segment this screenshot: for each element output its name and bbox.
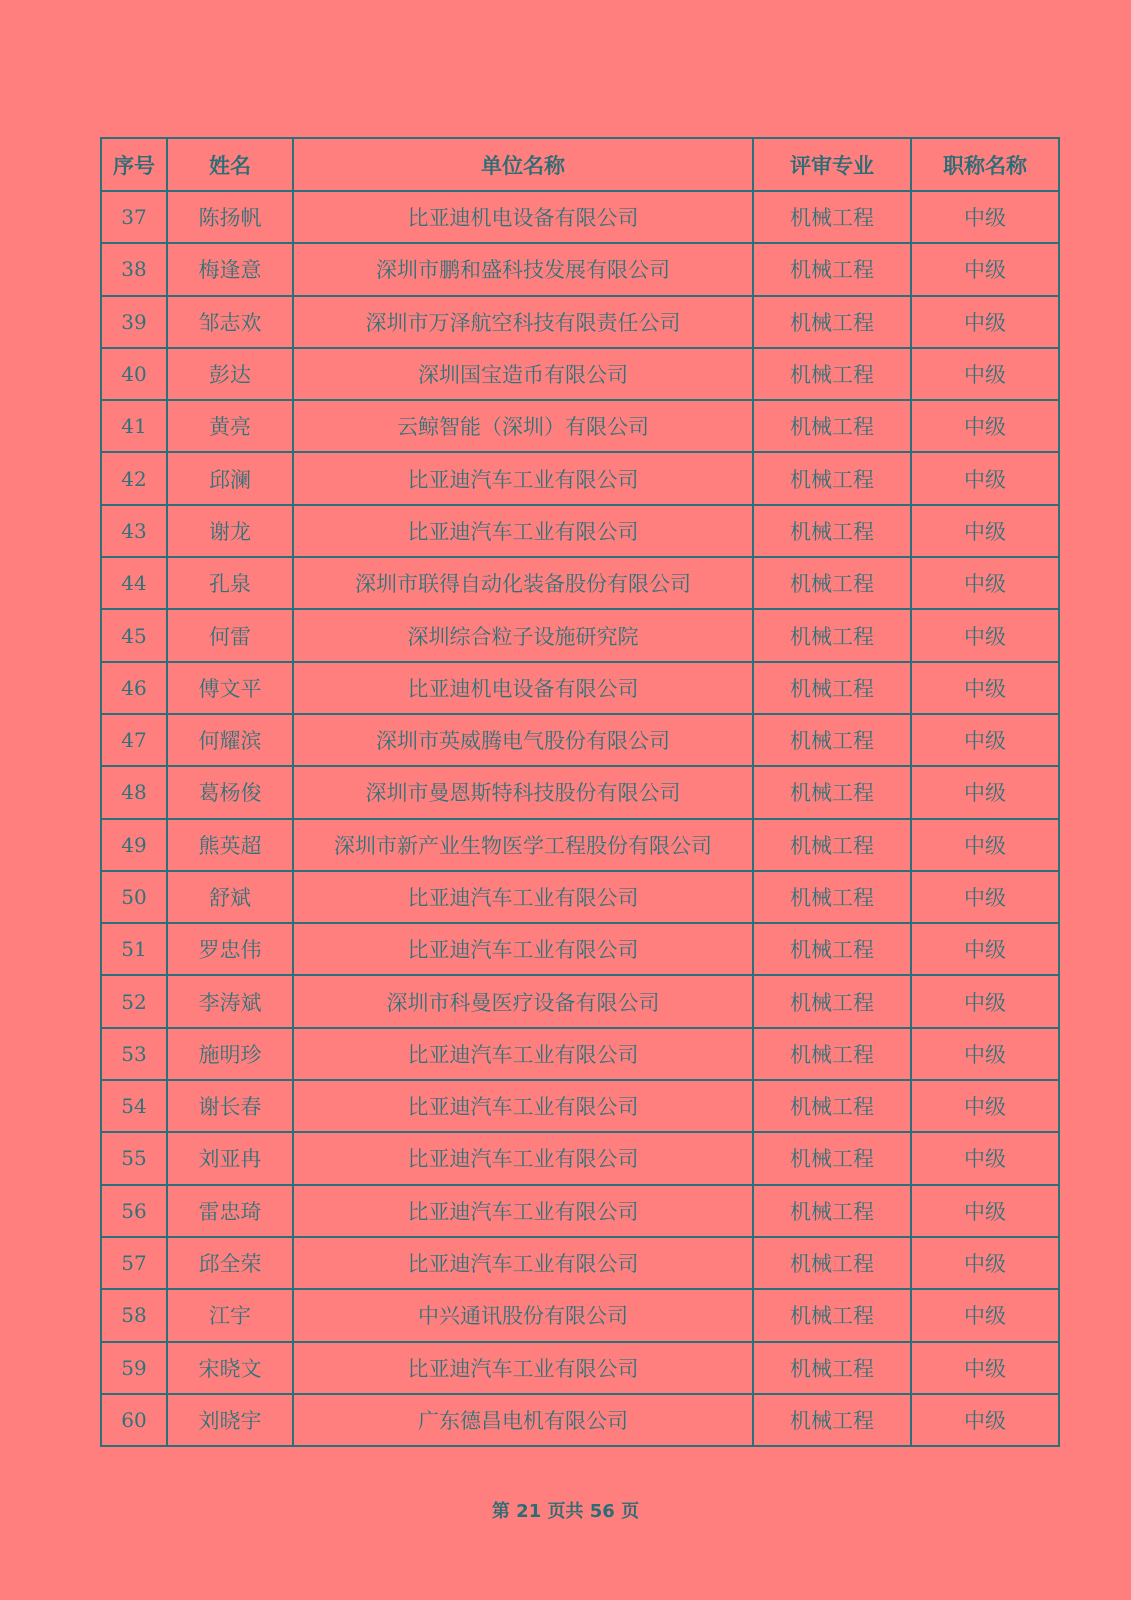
cell-review-specialty: 机械工程 — [753, 766, 911, 818]
cell-name: 施明珍 — [167, 1028, 293, 1080]
cell-title-name: 中级 — [911, 1132, 1059, 1184]
cell-review-specialty: 机械工程 — [753, 557, 911, 609]
cell-employer: 深圳市联得自动化装备股份有限公司 — [293, 557, 753, 609]
header-title-name: 职称名称 — [911, 138, 1059, 191]
table-row — [101, 1080, 1059, 1132]
cell-name: 罗忠伟 — [167, 923, 293, 975]
cell-name: 彭达 — [167, 348, 293, 400]
cell-serial-number: 38 — [101, 243, 167, 295]
cell-name: 邱全荣 — [167, 1237, 293, 1289]
cell-employer: 比亚迪汽车工业有限公司 — [293, 1342, 753, 1394]
table-row — [101, 662, 1059, 714]
cell-review-specialty: 机械工程 — [753, 348, 911, 400]
cell-review-specialty: 机械工程 — [753, 1132, 911, 1184]
cell-title-name: 中级 — [911, 243, 1059, 295]
cell-serial-number: 44 — [101, 557, 167, 609]
cell-name: 宋晓文 — [167, 1342, 293, 1394]
cell-serial-number: 52 — [101, 975, 167, 1027]
cell-serial-number: 48 — [101, 766, 167, 818]
cell-title-name: 中级 — [911, 191, 1059, 243]
cell-title-name: 中级 — [911, 819, 1059, 871]
header-name: 姓名 — [167, 138, 293, 191]
cell-name: 谢长春 — [167, 1080, 293, 1132]
cell-review-specialty: 机械工程 — [753, 1028, 911, 1080]
cell-review-specialty: 机械工程 — [753, 505, 911, 557]
table-header-row — [101, 138, 1059, 191]
cell-title-name: 中级 — [911, 1237, 1059, 1289]
cell-title-name: 中级 — [911, 452, 1059, 504]
cell-serial-number: 54 — [101, 1080, 167, 1132]
cell-employer: 中兴通讯股份有限公司 — [293, 1289, 753, 1341]
cell-employer: 云鲸智能（深圳）有限公司 — [293, 400, 753, 452]
cell-title-name: 中级 — [911, 557, 1059, 609]
table-row — [101, 609, 1059, 661]
cell-serial-number: 59 — [101, 1342, 167, 1394]
cell-serial-number: 56 — [101, 1185, 167, 1237]
cell-employer: 比亚迪汽车工业有限公司 — [293, 1080, 753, 1132]
cell-employer: 比亚迪汽车工业有限公司 — [293, 1185, 753, 1237]
cell-serial-number: 57 — [101, 1237, 167, 1289]
cell-name: 傅文平 — [167, 662, 293, 714]
table-row — [101, 1289, 1059, 1341]
table-row — [101, 191, 1059, 243]
cell-review-specialty: 机械工程 — [753, 819, 911, 871]
cell-title-name: 中级 — [911, 714, 1059, 766]
cell-serial-number: 42 — [101, 452, 167, 504]
cell-title-name: 中级 — [911, 871, 1059, 923]
table-row — [101, 452, 1059, 504]
cell-review-specialty: 机械工程 — [753, 1185, 911, 1237]
cell-employer: 比亚迪汽车工业有限公司 — [293, 1132, 753, 1184]
cell-serial-number: 47 — [101, 714, 167, 766]
table-row — [101, 1342, 1059, 1394]
cell-employer: 比亚迪汽车工业有限公司 — [293, 452, 753, 504]
cell-title-name: 中级 — [911, 1185, 1059, 1237]
cell-serial-number: 51 — [101, 923, 167, 975]
table-row — [101, 505, 1059, 557]
cell-name: 熊英超 — [167, 819, 293, 871]
cell-title-name: 中级 — [911, 766, 1059, 818]
cell-review-specialty: 机械工程 — [753, 1237, 911, 1289]
cell-name: 葛杨俊 — [167, 766, 293, 818]
cell-name: 刘晓宇 — [167, 1394, 293, 1446]
cell-title-name: 中级 — [911, 1289, 1059, 1341]
cell-employer: 深圳市鹏和盛科技发展有限公司 — [293, 243, 753, 295]
cell-review-specialty: 机械工程 — [753, 662, 911, 714]
cell-employer: 广东德昌电机有限公司 — [293, 1394, 753, 1446]
cell-title-name: 中级 — [911, 1080, 1059, 1132]
cell-employer: 比亚迪汽车工业有限公司 — [293, 1237, 753, 1289]
table-row — [101, 400, 1059, 452]
cell-employer: 比亚迪汽车工业有限公司 — [293, 1028, 753, 1080]
cell-employer: 深圳综合粒子设施研究院 — [293, 609, 753, 661]
cell-title-name: 中级 — [911, 400, 1059, 452]
table-row — [101, 296, 1059, 348]
cell-name: 雷忠琦 — [167, 1185, 293, 1237]
table-row — [101, 1237, 1059, 1289]
cell-review-specialty: 机械工程 — [753, 609, 911, 661]
table-row — [101, 923, 1059, 975]
cell-title-name: 中级 — [911, 505, 1059, 557]
cell-serial-number: 45 — [101, 609, 167, 661]
cell-employer: 比亚迪汽车工业有限公司 — [293, 505, 753, 557]
cell-name: 何耀滨 — [167, 714, 293, 766]
cell-employer: 深圳国宝造币有限公司 — [293, 348, 753, 400]
cell-name: 孔泉 — [167, 557, 293, 609]
cell-title-name: 中级 — [911, 975, 1059, 1027]
cell-review-specialty: 机械工程 — [753, 243, 911, 295]
cell-name: 李涛斌 — [167, 975, 293, 1027]
roster-table — [100, 137, 1060, 1447]
cell-serial-number: 58 — [101, 1289, 167, 1341]
cell-review-specialty: 机械工程 — [753, 1080, 911, 1132]
cell-name: 梅逢意 — [167, 243, 293, 295]
cell-title-name: 中级 — [911, 1394, 1059, 1446]
table-row — [101, 871, 1059, 923]
cell-name: 邱澜 — [167, 452, 293, 504]
cell-name: 舒斌 — [167, 871, 293, 923]
cell-name: 邹志欢 — [167, 296, 293, 348]
cell-employer: 深圳市新产业生物医学工程股份有限公司 — [293, 819, 753, 871]
table-row — [101, 766, 1059, 818]
table-row — [101, 1394, 1059, 1446]
cell-name: 陈扬帆 — [167, 191, 293, 243]
cell-employer: 比亚迪汽车工业有限公司 — [293, 923, 753, 975]
cell-review-specialty: 机械工程 — [753, 1342, 911, 1394]
cell-review-specialty: 机械工程 — [753, 714, 911, 766]
cell-serial-number: 53 — [101, 1028, 167, 1080]
cell-serial-number: 49 — [101, 819, 167, 871]
header-review-specialty: 评审专业 — [753, 138, 911, 191]
cell-serial-number: 40 — [101, 348, 167, 400]
cell-employer: 深圳市万泽航空科技有限责任公司 — [293, 296, 753, 348]
cell-review-specialty: 机械工程 — [753, 923, 911, 975]
header-employer: 单位名称 — [293, 138, 753, 191]
cell-serial-number: 50 — [101, 871, 167, 923]
cell-employer: 比亚迪汽车工业有限公司 — [293, 871, 753, 923]
cell-name: 何雷 — [167, 609, 293, 661]
header-serial-number: 序号 — [101, 138, 167, 191]
cell-serial-number: 43 — [101, 505, 167, 557]
table-row — [101, 1132, 1059, 1184]
cell-name: 江宇 — [167, 1289, 293, 1341]
cell-title-name: 中级 — [911, 1028, 1059, 1080]
cell-employer: 深圳市科曼医疗设备有限公司 — [293, 975, 753, 1027]
table-body — [101, 191, 1059, 1446]
cell-review-specialty: 机械工程 — [753, 191, 911, 243]
cell-title-name: 中级 — [911, 923, 1059, 975]
cell-review-specialty: 机械工程 — [753, 975, 911, 1027]
cell-employer: 深圳市英威腾电气股份有限公司 — [293, 714, 753, 766]
cell-title-name: 中级 — [911, 348, 1059, 400]
cell-serial-number: 46 — [101, 662, 167, 714]
table-row — [101, 714, 1059, 766]
cell-review-specialty: 机械工程 — [753, 452, 911, 504]
cell-title-name: 中级 — [911, 1342, 1059, 1394]
table-row — [101, 557, 1059, 609]
cell-review-specialty: 机械工程 — [753, 1394, 911, 1446]
cell-review-specialty: 机械工程 — [753, 1289, 911, 1341]
table-row — [101, 819, 1059, 871]
cell-serial-number: 55 — [101, 1132, 167, 1184]
cell-review-specialty: 机械工程 — [753, 871, 911, 923]
cell-serial-number: 41 — [101, 400, 167, 452]
cell-serial-number: 39 — [101, 296, 167, 348]
cell-name: 黄亮 — [167, 400, 293, 452]
cell-title-name: 中级 — [911, 662, 1059, 714]
cell-review-specialty: 机械工程 — [753, 296, 911, 348]
cell-name: 刘亚冉 — [167, 1132, 293, 1184]
cell-name: 谢龙 — [167, 505, 293, 557]
table-row — [101, 348, 1059, 400]
table-row — [101, 1028, 1059, 1080]
cell-employer: 深圳市曼恩斯特科技股份有限公司 — [293, 766, 753, 818]
cell-title-name: 中级 — [911, 296, 1059, 348]
cell-title-name: 中级 — [911, 609, 1059, 661]
cell-review-specialty: 机械工程 — [753, 400, 911, 452]
table-row — [101, 243, 1059, 295]
page-number: 第 21 页共 56 页 — [491, 1501, 640, 1522]
cell-serial-number: 37 — [101, 191, 167, 243]
table-row — [101, 1185, 1059, 1237]
cell-employer: 比亚迪机电设备有限公司 — [293, 191, 753, 243]
table-row — [101, 975, 1059, 1027]
cell-employer: 比亚迪机电设备有限公司 — [293, 662, 753, 714]
cell-serial-number: 60 — [101, 1394, 167, 1446]
